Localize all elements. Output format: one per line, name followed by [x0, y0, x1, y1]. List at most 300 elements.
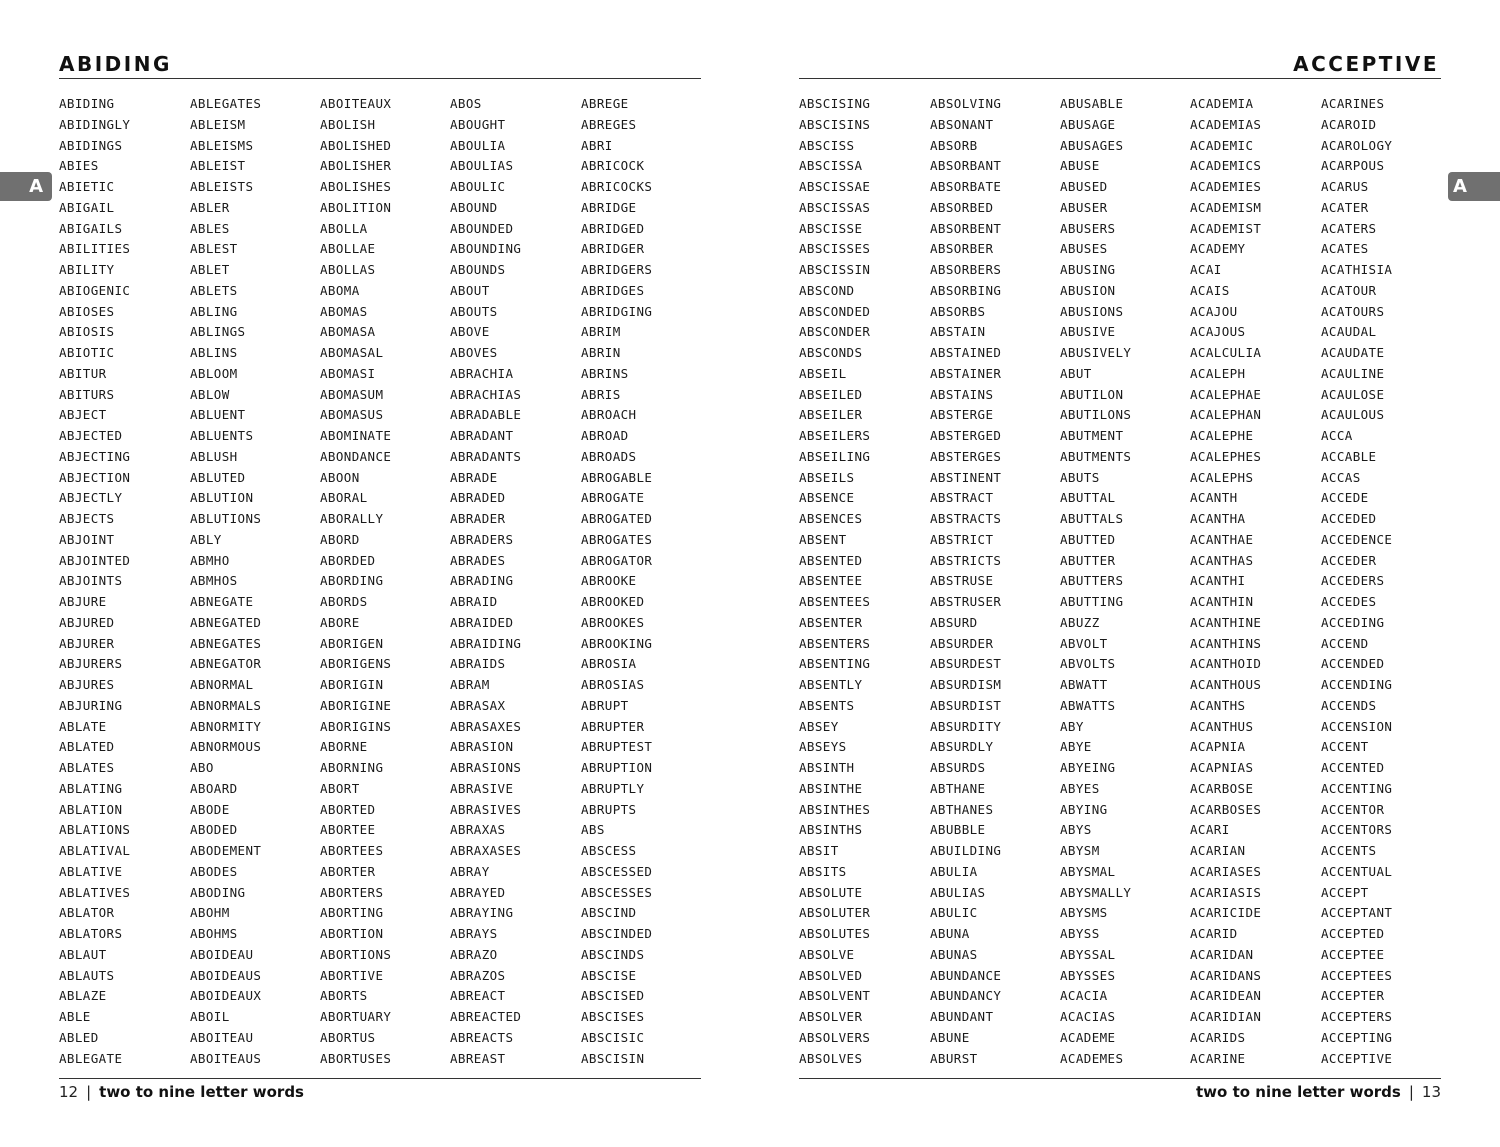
word-entry: ABOMA [320, 282, 360, 298]
word-entry: ABOUT [450, 282, 490, 298]
word-entry: ABLOW [190, 386, 230, 402]
word-entry: ACATOURS [1321, 303, 1385, 319]
word-entry: ACANTHOID [1190, 656, 1262, 672]
word-entry: ABUTTED [1060, 531, 1116, 547]
word-entry: ABLINGS [190, 324, 246, 340]
word-entry: ABLEISM [190, 116, 246, 132]
word-entry: ACARIDEAN [1190, 988, 1262, 1004]
word-entry: ABRINS [581, 365, 629, 381]
word-entry: ABLATIVAL [59, 843, 131, 858]
word-entry: ABSOLUTE [799, 884, 863, 900]
word-entry: ABUSED [1060, 179, 1108, 194]
word-entry: ABLE [59, 1009, 91, 1024]
left-page [59, 0, 701, 1147]
word-entry: ABRASIVES [450, 801, 522, 817]
word-entry: ABRAXAS [450, 822, 506, 838]
word-entry: ABRUPTEST [581, 739, 653, 755]
word-entry: ABORTER [320, 863, 376, 879]
word-entry: ABLEISTS [190, 179, 254, 194]
word-entry: ABWATT [1060, 677, 1108, 692]
word-entry: ABRUPTLY [581, 780, 645, 796]
word-entry: ABVOLTS [1060, 656, 1116, 672]
word-entry: ABSCISSAS [799, 199, 871, 215]
word-entry: ABSTRACT [930, 490, 994, 506]
word-entry: ABORIGENS [320, 656, 392, 672]
word-entry: ACARINE [1190, 1050, 1246, 1066]
word-entry: ABLATION [59, 801, 123, 817]
word-column [1190, 94, 1320, 1069]
word-entry: ABUTTERS [1060, 573, 1124, 589]
word-entry: ABLOOM [190, 365, 238, 381]
word-entry: ABRASION [450, 739, 514, 755]
word-entry: ABRAIDS [450, 656, 506, 672]
word-entry: ABRUPTS [581, 801, 637, 817]
word-entry: ABOLISHES [320, 179, 392, 194]
word-entry: ABSENTLY [799, 677, 863, 692]
word-entry: ABOMASUS [320, 407, 384, 423]
word-entry: ABUT [1060, 365, 1092, 381]
word-entry: ACARIASIS [1190, 884, 1262, 900]
word-entry: ABUSING [1060, 262, 1116, 277]
word-entry: ABRADABLE [450, 407, 522, 423]
word-entry: ABODED [190, 822, 238, 838]
header-guide-word: ACCEPTIVE [1293, 52, 1439, 76]
word-column [1060, 94, 1190, 1069]
word-entry: ABSCISSE [799, 220, 863, 236]
word-entry: ABOULIC [450, 179, 506, 194]
word-entry: ACCEPTANT [1321, 905, 1393, 921]
word-entry: ABLUSH [190, 448, 238, 464]
word-entry: ABRACHIAS [450, 386, 522, 402]
word-entry: ABOUNDING [450, 241, 522, 257]
word-entry: ABREGES [581, 116, 637, 132]
footer-rule [59, 1078, 701, 1079]
word-entry: ABLET [190, 262, 230, 277]
word-entry: ABLATE [59, 718, 107, 734]
word-entry: ACANTHINE [1190, 614, 1262, 630]
word-entry: ABSORBED [930, 199, 994, 215]
word-entry: ABSURDIST [930, 697, 1002, 713]
word-entry: ABSURDS [930, 760, 986, 775]
word-entry: ABSEILED [799, 386, 863, 402]
word-entry: ABRASAX [450, 697, 506, 713]
word-entry: ACACIAS [1060, 1009, 1116, 1024]
word-entry: ACCENSION [1321, 718, 1393, 734]
word-entry: ABOHMS [190, 926, 238, 941]
word-entry: ABIGAILS [59, 220, 123, 236]
word-entry: ABSCONDED [799, 303, 871, 319]
word-entry: ABUNE [930, 1029, 970, 1045]
word-entry: ABSCESSES [581, 884, 653, 900]
word-entry: ABORTIVE [320, 967, 384, 983]
word-entry: ABSEIL [799, 365, 847, 381]
word-entry: ABRACHIA [450, 365, 514, 381]
word-entry: ABOON [320, 469, 360, 485]
word-entry: ABLUTIONS [190, 511, 262, 526]
word-entry: ACADEMICS [1190, 158, 1262, 174]
word-entry: ABJURE [59, 594, 107, 609]
word-entry: ABRICOCK [581, 158, 645, 174]
word-entry: ABODES [190, 863, 238, 879]
word-entry: ACARIDIAN [1190, 1009, 1262, 1024]
word-entry: ABROOKING [581, 635, 653, 651]
word-entry: ACCENTS [1321, 843, 1377, 858]
word-entry: ABORIGIN [320, 677, 384, 692]
word-entry: ABRAZOS [450, 967, 506, 983]
word-entry: ACCEND [1321, 635, 1369, 651]
word-entry: ABOLLAS [320, 262, 376, 277]
word-entry: ACAPNIAS [1190, 760, 1254, 775]
word-entry: ABOUND [450, 199, 498, 215]
word-entry: ACADEMIA [1190, 96, 1254, 111]
word-entry: ABSCOND [799, 282, 855, 298]
word-entry: ACARIDS [1190, 1029, 1246, 1045]
word-entry: ACARICIDE [1190, 905, 1262, 921]
word-entry: ABJOINTS [59, 573, 123, 589]
word-column [799, 94, 929, 1069]
word-entry: ABOUTS [450, 303, 498, 319]
word-entry: ABRADE [450, 469, 498, 485]
word-entry: ACALEPHAN [1190, 407, 1262, 423]
word-entry: ABORD [320, 531, 360, 547]
word-entry: ABUNA [930, 926, 970, 941]
word-entry: ABRIS [581, 386, 621, 402]
word-entry: ABSENTS [799, 697, 855, 713]
word-entry: ABSEYS [799, 739, 847, 755]
word-entry: ABYSM [1060, 843, 1100, 858]
word-entry: ABSORB [930, 137, 978, 153]
word-entry: ABOLISHED [320, 137, 392, 153]
word-entry: ABLATES [59, 760, 115, 775]
word-entry: ABROSIA [581, 656, 637, 672]
word-entry: ABSCISIN [581, 1050, 645, 1066]
word-column [59, 94, 189, 1069]
word-entry: ACANTHOUS [1190, 677, 1262, 692]
word-entry: ACCA [1321, 428, 1353, 443]
word-entry: ABSIT [799, 843, 839, 858]
word-entry: ABORIGEN [320, 635, 384, 651]
word-entry: ABROADS [581, 448, 637, 464]
word-entry: ABORNE [320, 739, 368, 755]
word-column [1321, 94, 1451, 1069]
word-entry: ABSORBENT [930, 220, 1002, 236]
word-entry: ABMHOS [190, 573, 238, 589]
word-entry: ACALEPH [1190, 365, 1246, 381]
word-entry: ABOS [450, 96, 482, 111]
word-entry: ACANTHAS [1190, 552, 1254, 568]
word-entry: ABORTEES [320, 843, 384, 858]
word-entry: ABJECTION [59, 469, 131, 485]
word-entry: ABUTTALS [1060, 511, 1124, 526]
word-entry: ACCEDED [1321, 511, 1377, 526]
word-entry: ABSURDITY [930, 718, 1002, 734]
word-entry: ABSTERGES [930, 448, 1002, 464]
word-entry: ABUSERS [1060, 220, 1116, 236]
word-columns [59, 94, 701, 1069]
word-entry: ABYE [1060, 739, 1092, 755]
word-entry: ACATOUR [1321, 282, 1377, 298]
word-entry: ABRAYED [450, 884, 506, 900]
word-entry: ABUNDANT [930, 1009, 994, 1024]
word-entry: ABYSMS [1060, 905, 1108, 921]
word-entry: ABOLITION [320, 199, 392, 215]
word-entry: ABSURDEST [930, 656, 1002, 672]
word-entry: ABORTION [320, 926, 384, 941]
word-entry: ABSONANT [930, 116, 994, 132]
word-entry: ABLUENTS [190, 428, 254, 443]
word-entry: ABRADER [450, 511, 506, 526]
word-entry: ABREAST [450, 1050, 506, 1066]
word-entry: ABROOKE [581, 573, 637, 589]
word-entry: ABRAZO [450, 946, 498, 962]
word-entry: ACAULINE [1321, 365, 1385, 381]
word-entry: ABRASIVE [450, 780, 514, 796]
word-entry: ABRAYS [450, 926, 498, 941]
word-entry: ACALEPHS [1190, 469, 1254, 485]
word-entry: ABLEGATE [59, 1050, 123, 1066]
word-entry: ABSORBATE [930, 179, 1002, 194]
word-entry: ABULIA [930, 863, 978, 879]
word-entry: ABORDED [320, 552, 376, 568]
word-entry: ABLATIONS [59, 822, 131, 838]
word-entry: ABLATED [59, 739, 115, 755]
header-guide-word: ABIDING [59, 52, 172, 76]
word-entry: ABOMASA [320, 324, 376, 340]
word-entry: ACCEPTEE [1321, 946, 1385, 962]
word-entry: ABULIAS [930, 884, 986, 900]
word-entry: ACCENTORS [1321, 822, 1393, 838]
word-entry: ABLETS [190, 282, 238, 298]
word-entry: ABO [190, 760, 214, 775]
word-entry: ABSTRICT [930, 531, 994, 547]
word-entry: ABSEILS [799, 469, 855, 485]
word-entry: ABYSSES [1060, 967, 1116, 983]
word-entry: ABSOLVED [799, 967, 863, 983]
word-entry: ABOIDEAU [190, 946, 254, 962]
word-entry: ABOULIA [450, 137, 506, 153]
word-entry: ABSENTER [799, 614, 863, 630]
word-entry: ACANTHI [1190, 573, 1246, 589]
word-entry: ABUSABLE [1060, 96, 1124, 111]
word-entry: ABSOLUTER [799, 905, 871, 921]
word-entry: ABJECTING [59, 448, 131, 464]
book-title: two to nine letter words [99, 1083, 304, 1101]
word-entry: ABUTILON [1060, 386, 1124, 402]
word-entry: ACARIASES [1190, 863, 1262, 879]
page-footer [1196, 1082, 1441, 1102]
word-entry: ABSTRUSER [930, 594, 1002, 609]
word-entry: ABLATORS [59, 926, 123, 941]
word-entry: ABUSES [1060, 241, 1108, 257]
word-entry: ABSTAINS [930, 386, 994, 402]
word-entry: ABIOTIC [59, 345, 115, 360]
word-entry: ABSTINENT [930, 469, 1002, 485]
word-entry: ABJECTLY [59, 490, 123, 506]
word-entry: ABJECTED [59, 428, 123, 443]
book-title: two to nine letter words [1196, 1083, 1401, 1101]
word-entry: ABUTTER [1060, 552, 1116, 568]
word-entry: ABREACTED [450, 1009, 522, 1024]
word-entry: ABRUPTER [581, 718, 645, 734]
word-entry: ABIES [59, 158, 99, 174]
word-entry: ABNORMAL [190, 677, 254, 692]
word-entry: ACADEMES [1060, 1050, 1124, 1066]
word-entry: ABUZZ [1060, 614, 1100, 630]
word-entry: ABUBBLE [930, 822, 986, 838]
word-column [320, 94, 450, 1069]
header-rule [59, 78, 701, 79]
word-entry: ACARIDANS [1190, 967, 1262, 983]
word-entry: ACANTHINS [1190, 635, 1262, 651]
word-entry: ABRIM [581, 324, 621, 340]
word-entry: ABVOLT [1060, 635, 1108, 651]
word-entry: ACADEMIC [1190, 137, 1254, 153]
word-entry: ABSOLVE [799, 946, 855, 962]
right-page [799, 0, 1441, 1147]
word-entry: ABSTAIN [930, 324, 986, 340]
word-entry: ACADEMY [1190, 241, 1246, 257]
word-entry: ACCENTUAL [1321, 863, 1393, 879]
word-entry: ABYSMAL [1060, 863, 1116, 879]
thumb-index-tab-right [1448, 172, 1500, 201]
word-entry: ABSTRICTS [930, 552, 1002, 568]
word-entry: ABSTRUSE [930, 573, 994, 589]
word-entry: ABYING [1060, 801, 1108, 817]
word-entry: ABORTUSES [320, 1050, 392, 1066]
word-entry: ABSEY [799, 718, 839, 734]
word-entry: ABLATIVE [59, 863, 123, 879]
word-entry: ABJURERS [59, 656, 123, 672]
footer-rule [799, 1078, 1441, 1079]
word-entry: ABRIDGER [581, 241, 645, 257]
word-entry: ABOLISH [320, 116, 376, 132]
word-entry: ABOIL [190, 1009, 230, 1024]
word-entry: ABUTMENTS [1060, 448, 1132, 464]
word-entry: ABRUPT [581, 697, 629, 713]
word-entry: ABSINTHES [799, 801, 871, 817]
word-entry: ABROSIAS [581, 677, 645, 692]
word-entry: ABYSS [1060, 926, 1100, 941]
word-entry: ABOVE [450, 324, 490, 340]
word-entry: ACCEDE [1321, 490, 1369, 506]
page-number: 12 [59, 1083, 79, 1101]
word-entry: ABRAIDING [450, 635, 522, 651]
word-entry: ABNEGATE [190, 594, 254, 609]
word-entry: ABLUENT [190, 407, 246, 423]
word-entry: ABUSER [1060, 199, 1108, 215]
word-entry: ACARBOSE [1190, 780, 1254, 796]
word-entry: ABRIN [581, 345, 621, 360]
word-entry: ABOLLA [320, 220, 368, 236]
word-entry: ABLEGATES [190, 96, 262, 111]
word-entry: ABSORBERS [930, 262, 1002, 277]
thumb-tab-letter: A [29, 176, 43, 197]
page-number: 13 [1421, 1083, 1441, 1101]
word-entry: ACAULOSE [1321, 386, 1385, 402]
word-entry: ACARUS [1321, 179, 1369, 194]
word-entry: ABUILDING [930, 843, 1002, 858]
word-entry: ABSORBER [930, 241, 994, 257]
word-entry: ACACIA [1060, 988, 1108, 1004]
word-entry: ABROGABLE [581, 469, 653, 485]
word-entry: ABIGAIL [59, 199, 115, 215]
word-entry: ABRAIDED [450, 614, 514, 630]
word-entry: ABRAXASES [450, 843, 522, 858]
word-entry: ABJURED [59, 614, 115, 630]
word-entry: ABSCISING [799, 96, 871, 111]
word-entry: ABIOSES [59, 303, 115, 319]
word-entry: ACANTHUS [1190, 718, 1254, 734]
word-entry: ABRAID [450, 594, 498, 609]
word-entry: ABOITEAUX [320, 96, 392, 111]
word-entry: ABLATIVES [59, 884, 131, 900]
word-entry: ABSINTH [799, 760, 855, 775]
word-entry: ACCEDES [1321, 594, 1377, 609]
page-footer [59, 1082, 304, 1102]
word-entry: ABSENCE [799, 490, 855, 506]
word-entry: ABORT [320, 780, 360, 796]
word-entry: ABORAL [320, 490, 368, 506]
word-entry: ABILITIES [59, 241, 131, 257]
word-entry: ABRASAXES [450, 718, 522, 734]
word-entry: ACCENTING [1321, 780, 1393, 796]
word-entry: ABUSIONS [1060, 303, 1124, 319]
word-entry: ABRAYING [450, 905, 514, 921]
word-entry: ABILITY [59, 262, 115, 277]
word-entry: ABLATING [59, 780, 123, 796]
word-entry: ABSENCES [799, 511, 863, 526]
word-entry: ABIOGENIC [59, 282, 131, 298]
word-entry: ABYS [1060, 822, 1092, 838]
word-entry: ABODING [190, 884, 246, 900]
word-entry: ABYSMALLY [1060, 884, 1132, 900]
word-entry: ABSCISE [581, 967, 637, 983]
word-entry: ABRAM [450, 677, 490, 692]
word-entry: ACCEDING [1321, 614, 1385, 630]
word-entry: ABSURDISM [930, 677, 1002, 692]
word-entry: ACANTHS [1190, 697, 1246, 713]
word-entry: ABSTERGE [930, 407, 994, 423]
word-entry: ABJURES [59, 677, 115, 692]
word-entry: ABSORBS [930, 303, 986, 319]
word-entry: ABSITS [799, 863, 847, 879]
word-entry: ACCEPT [1321, 884, 1369, 900]
word-entry: ABSINTHE [799, 780, 863, 796]
word-entry: ABSENTEES [799, 594, 871, 609]
word-entry: ABNORMALS [190, 697, 262, 713]
word-entry: ABLATOR [59, 905, 115, 921]
word-entry: ABREACT [450, 988, 506, 1004]
word-entry: ACCEPTER [1321, 988, 1385, 1004]
word-entry: ABURST [930, 1050, 978, 1066]
word-entry: ABUTTING [1060, 594, 1124, 609]
footer-separator: | [1408, 1083, 1414, 1101]
word-entry: ABSCISED [581, 988, 645, 1004]
word-entry: ABORTERS [320, 884, 384, 900]
word-entry: ABSEILERS [799, 428, 871, 443]
footer-separator: | [86, 1083, 92, 1101]
word-entry: ABLES [190, 220, 230, 236]
word-entry: ABSCISSAE [799, 179, 871, 194]
word-entry: ABOMASI [320, 365, 376, 381]
word-entry: ACARBOSES [1190, 801, 1262, 817]
word-entry: ACCEDER [1321, 552, 1377, 568]
word-entry: ABSTAINED [930, 345, 1002, 360]
word-entry: ACCAS [1321, 469, 1361, 485]
word-entry: ABSCESSED [581, 863, 653, 879]
word-entry: ABMHO [190, 552, 230, 568]
word-entry: ABSOLVER [799, 1009, 863, 1024]
